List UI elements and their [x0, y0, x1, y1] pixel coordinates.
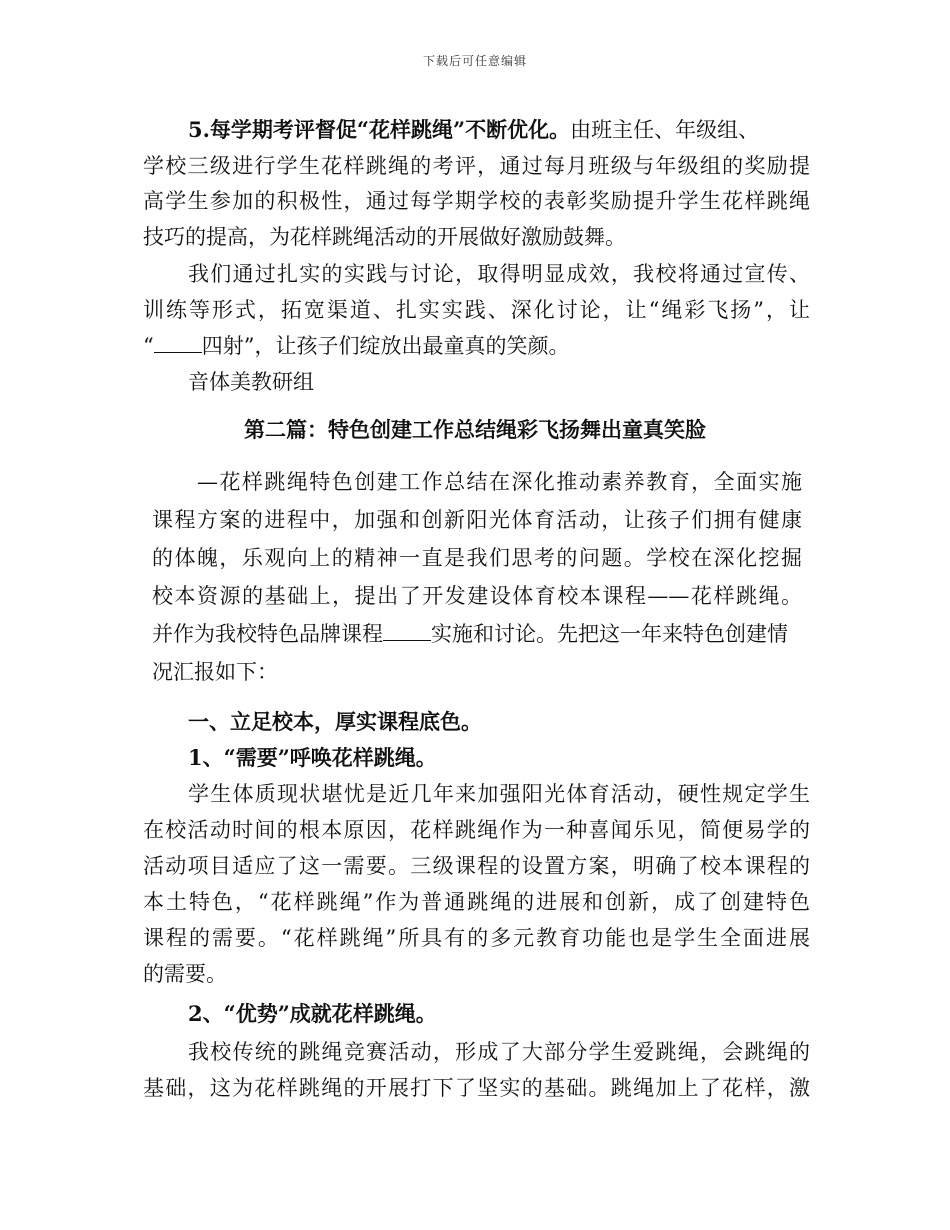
sub1-line-2: 在校活动时间的根本原因，花样跳绳作为一种喜闻乐见，简便易学的 — [143, 818, 810, 842]
subsection-1-heading: 1、“需要”呼唤花样跳绳。 — [188, 745, 437, 770]
part2-line-5-b: 实施和讨论。先把这一年来特色创建情 — [431, 622, 788, 646]
sub1-line-4: 本土特色，“花样跳绳”作为普通跳绳的进展和创新，成了创建特色 — [143, 890, 810, 914]
para5-line-1 — [188, 118, 759, 142]
part2-line-1: —花样跳绳特色创建工作总结在深化推动素养教育，全面实施 — [197, 470, 802, 494]
part2-line-5-a: 并作为我校特色品牌课程 — [152, 622, 383, 646]
sub2-line-2: 基础，这为花样跳绳的开展打下了坚实的基础。跳绳加上了花样，激 — [143, 1076, 810, 1100]
part2-line-3: 的体魄，乐观向上的精神一直是我们思考的问题。学校在深化挖掘 — [152, 546, 802, 570]
page-header: 下载后可任意编辑 — [422, 54, 527, 68]
part2-line-4: 校本资源的基础上，提出了开发建设体育校本课程——花样跳绳。 — [152, 584, 802, 608]
blank-underline — [383, 622, 431, 641]
conclusion-line-3 — [143, 334, 569, 358]
part2-line-2: 课程方案的进程中，加强和创新阳光体育活动，让孩子们拥有健康 — [152, 508, 802, 532]
signature: 音体美教研组 — [188, 370, 314, 394]
blank-underline — [154, 334, 202, 353]
part2-title: 第二篇：特色创建工作总结绳彩飞扬舞出童真笑脸 — [244, 417, 706, 442]
sub1-line-3: 活动项目适应了这一需要。三级课程的设置方案，明确了校本课程的 — [143, 854, 810, 878]
para5-line-2: 学校三级进行学生花样跳绳的考评，通过每月班级与年级组的奖励提 — [143, 154, 810, 178]
conclusion-line-1: 我们通过扎实的实践与讨论，取得明显成效，我校将通过宣传、 — [188, 262, 810, 286]
conclusion-line-3-text: 四射”，让孩子们绽放出最童真的笑颜。 — [201, 334, 570, 358]
para5-lead: 5.每学期考评督促“花样跳绳”不断优化。 — [188, 117, 571, 142]
sub1-line-1: 学生体质现状堪忧是近几年来加强阳光体育活动，硬性规定学生 — [188, 782, 810, 806]
quote-open: “ — [143, 334, 154, 358]
para5-line-4: 技巧的提高，为花样跳绳活动的开展做好激励鼓舞。 — [143, 225, 626, 249]
sub2-line-1: 我校传统的跳绳竞赛活动，形成了大部分学生爱跳绳，会跳绳的 — [188, 1040, 810, 1064]
sub1-line-5: 课程的需要。“花样跳绳”所具有的多元教育功能也是学生全面进展 — [143, 926, 810, 950]
section1-heading: 一、立足校本，厚实课程底色。 — [188, 709, 482, 734]
conclusion-line-2: 训练等形式，拓宽渠道、扎实实践、深化讨论，让“绳彩飞扬”，让 — [143, 298, 810, 322]
subsection-2-heading: 2、“优势”成就花样跳绳。 — [188, 1001, 437, 1026]
part2-line-5 — [152, 622, 788, 646]
para5-line-3: 高学生参加的积极性，通过每学期学校的表彰奖励提升学生花样跳绳 — [143, 189, 810, 213]
para5-text: 由班主任、年级组、 — [570, 118, 760, 142]
sub1-line-6: 的需要。 — [143, 962, 227, 986]
part2-line-6: 况汇报如下： — [152, 660, 278, 684]
